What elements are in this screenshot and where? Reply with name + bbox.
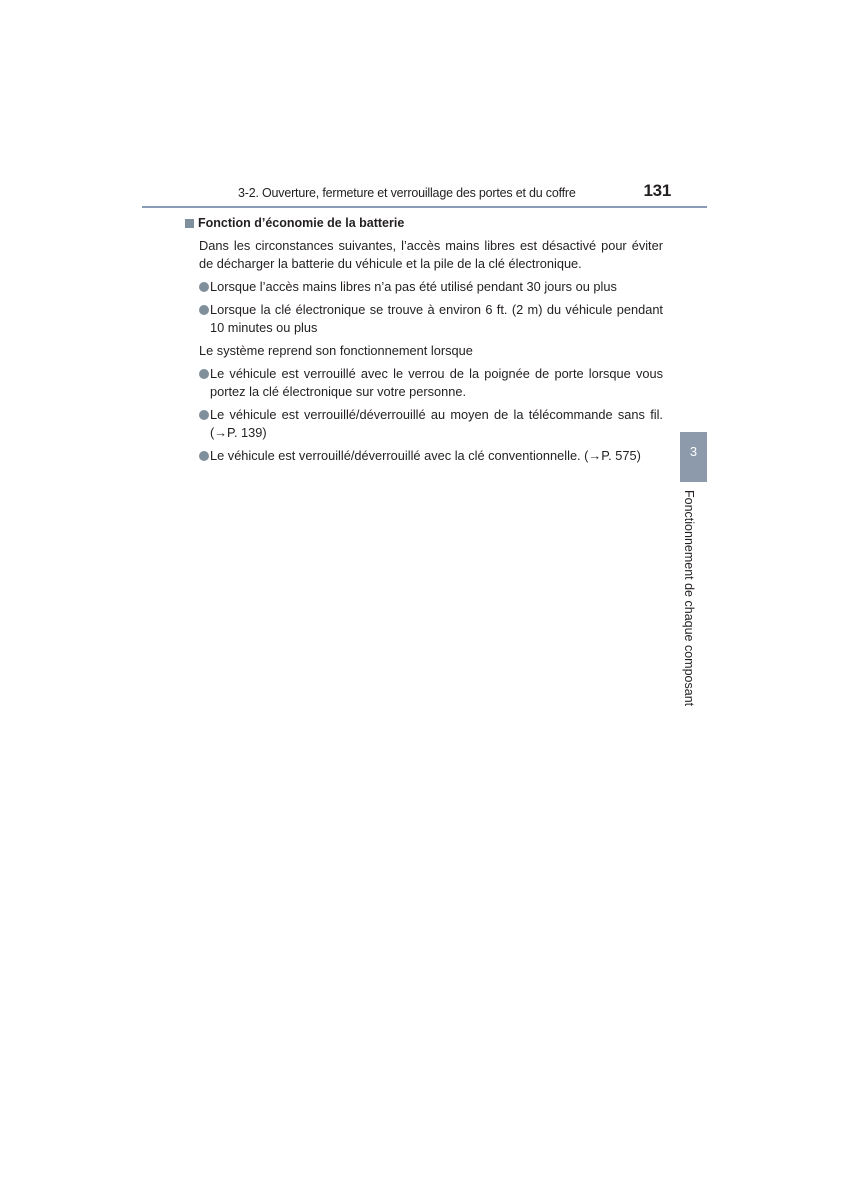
- running-header: [142, 178, 707, 206]
- square-bullet-icon: [185, 219, 194, 228]
- conditions-list: [199, 278, 663, 337]
- bullet-dot-icon: [199, 451, 209, 461]
- resume-conditions-list: [199, 365, 663, 465]
- main-content: [185, 214, 663, 470]
- list-item: [199, 406, 663, 442]
- chapter-number: 3: [689, 444, 698, 459]
- list-item: [199, 447, 663, 465]
- list-item-text: Le véhicule est verrouillé avec le verrou de la poignée de porte lorsque vous portez la clé électronique sur votre personne.: [210, 366, 663, 399]
- bullet-dot-icon: [199, 305, 209, 315]
- section-title: Fonction d’économie de la batterie: [198, 216, 405, 230]
- list-item: [199, 301, 663, 337]
- list-item-text: Lorsque l’accès mains libres n’a pas été utilisé pendant 30 jours ou plus: [210, 279, 617, 294]
- header-rule: [142, 206, 707, 208]
- running-title: 3-2. Ouverture, fermeture et verrouillage des portes et du coffre: [238, 186, 576, 200]
- list-item-text: Lorsque la clé électronique se trouve à environ 6 ft. (2 m) du véhicule pendant 10 minutes ou plus: [210, 302, 663, 335]
- page-number: 131: [643, 181, 671, 200]
- section-heading: [185, 214, 663, 232]
- list-item: [199, 365, 663, 401]
- bullet-dot-icon: [199, 369, 209, 379]
- bullet-dot-icon: [199, 282, 209, 292]
- resume-paragraph: Le système reprend son fonctionnement lorsque: [199, 343, 473, 358]
- chapter-tab: [680, 432, 707, 482]
- chapter-side-label: Fonctionnement de chaque composant: [682, 490, 696, 707]
- list-item: [199, 278, 663, 296]
- list-item-text: Le véhicule est verrouillé/déverrouillé au moyen de la télécommande sans fil. (→P. 139): [210, 407, 663, 440]
- bullet-dot-icon: [199, 410, 209, 420]
- intro-paragraph: Dans les circonstances suivantes, l’accès mains libres est désactivé pour éviter de décharger la batterie du véhicule et la pile de la clé électronique.: [199, 238, 663, 271]
- list-item-text: Le véhicule est verrouillé/déverrouillé avec la clé conventionnelle. (→P. 575): [210, 448, 641, 463]
